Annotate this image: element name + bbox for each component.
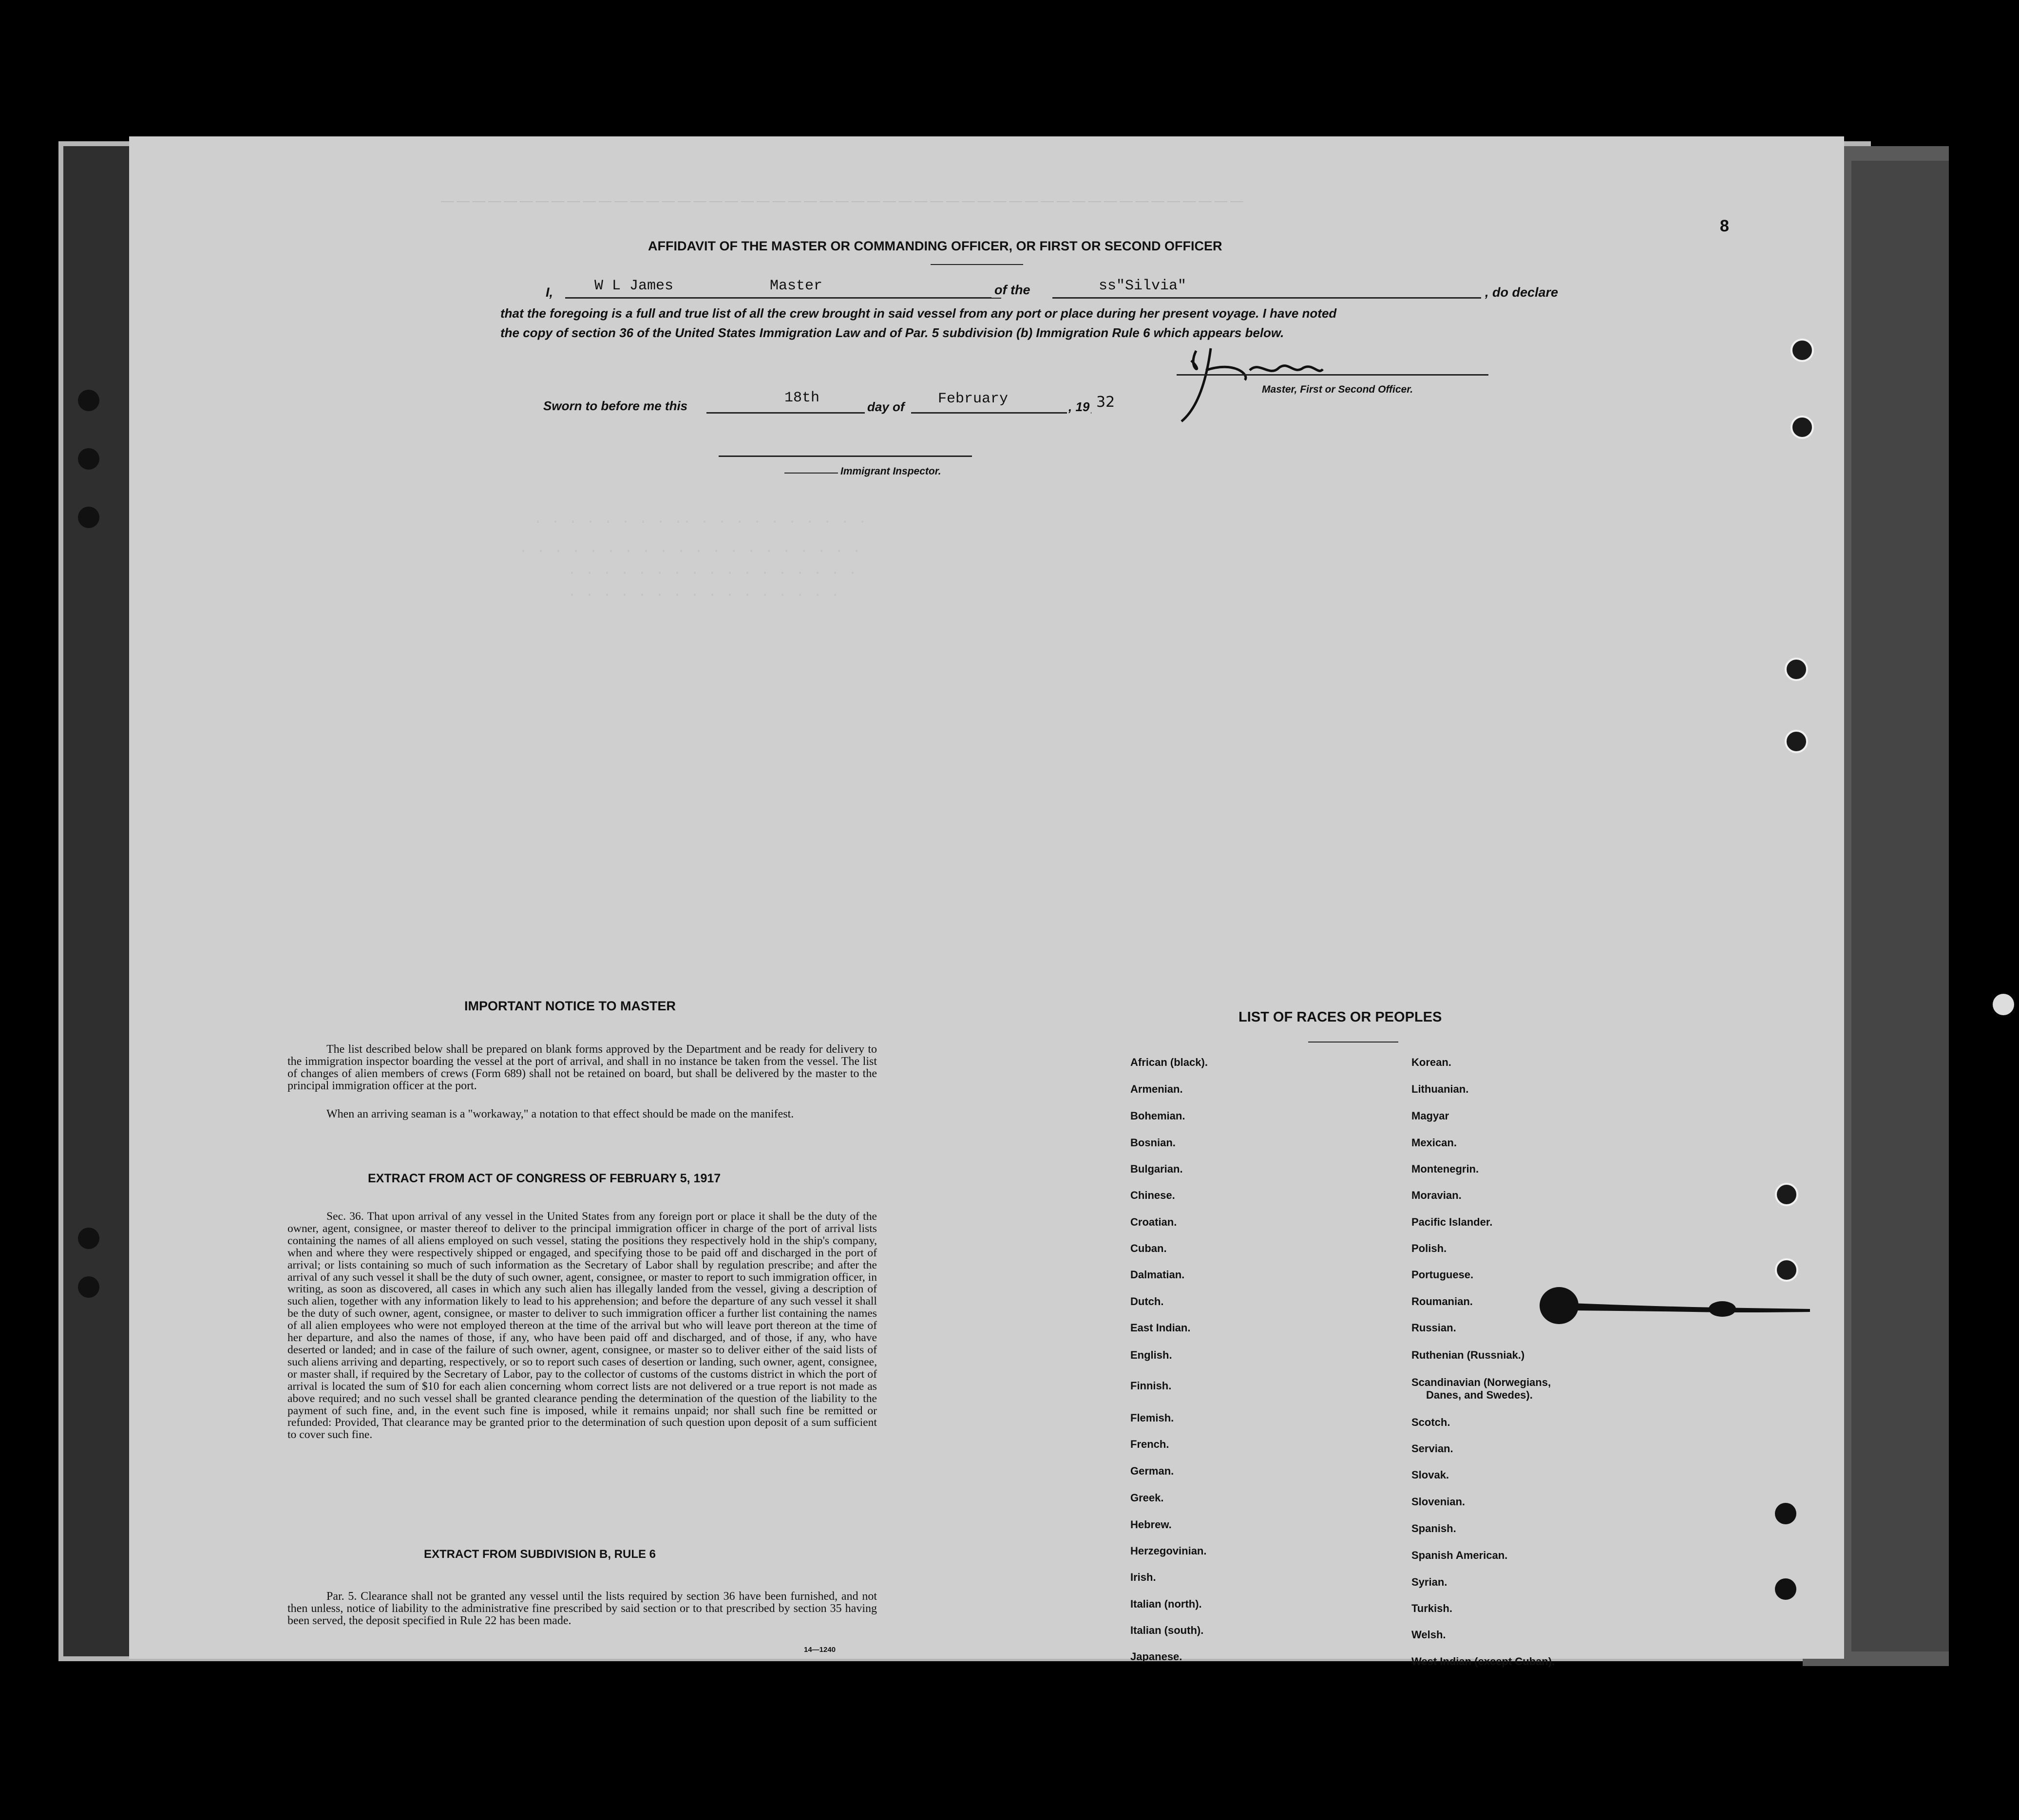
- punch-hole: [78, 1228, 99, 1249]
- extract2-body: Par. 5. Clearance shall not be granted any vessel until the lists required by section 36 have been furnished, and not then unless, notice of liability to the administrative fine prescribed by said section or to that prescribed by section 35 having been served, the deposit specified in Rule 22 has been made.: [287, 1590, 877, 1627]
- binder-ring: [1785, 658, 1808, 681]
- race-item: Greek.: [1130, 1492, 1164, 1504]
- extract1-title: EXTRACT FROM ACT OF CONGRESS OF FEBRUARY 5, 1917: [368, 1172, 721, 1185]
- master-name: W L James: [594, 278, 674, 294]
- i-label: I,: [546, 285, 553, 300]
- race-item: Magyar: [1411, 1110, 1449, 1122]
- inspector-caption: Immigrant Inspector.: [840, 466, 941, 477]
- race-item: Spanish American.: [1411, 1549, 1508, 1561]
- left-binding-edge: [63, 146, 132, 1656]
- signature-caption: Master, First or Second Officer.: [1262, 384, 1413, 395]
- race-item: German.: [1130, 1465, 1174, 1477]
- race-item: Ruthenian (Russniak.): [1411, 1349, 1525, 1361]
- races-title: LIST OF RACES OR PEOPLES: [1238, 1009, 1442, 1025]
- race-item: Moravian.: [1411, 1189, 1462, 1201]
- inspector-signature-line: [719, 455, 972, 457]
- bleed-through-header: ‾‾‾‾‾‾‾‾‾‾‾‾‾‾‾‾‾‾‾‾‾‾‾‾‾‾‾‾‾‾‾‾‾‾‾‾‾‾‾‾‾‾‾‾‾‾‾‾‾‾‾: [441, 200, 1246, 224]
- affidavit-body-line2: the copy of section 36 of the United States Immigration Law and of Par. 5 subdivision (b) Immigration Rule 6 which appears below.: [500, 325, 1284, 340]
- race-item: Turkish.: [1411, 1602, 1452, 1614]
- bleed-row: · · · · · · · · · · · · · · · · · · · ·: [519, 543, 861, 560]
- page-mark: 8: [1720, 217, 1729, 235]
- extract2-title: EXTRACT FROM SUBDIVISION B, RULE 6: [424, 1548, 656, 1561]
- race-item: Irish.: [1130, 1571, 1156, 1583]
- race-item: Mexican.: [1411, 1137, 1457, 1149]
- race-item: Cuban.: [1130, 1242, 1167, 1254]
- race-item: Bulgarian.: [1130, 1163, 1183, 1175]
- race-item: Spanish.: [1411, 1522, 1456, 1535]
- race-item: Armenian.: [1130, 1083, 1183, 1095]
- vessel-line: [1052, 297, 1481, 299]
- binder-ring: [1775, 1183, 1798, 1206]
- form-number: 14—1240: [804, 1646, 836, 1654]
- race-item: Welsh.: [1411, 1629, 1446, 1641]
- race-item: Scotch.: [1411, 1416, 1450, 1428]
- race-item: Flemish.: [1130, 1412, 1174, 1424]
- race-item: Italian (north).: [1130, 1598, 1202, 1610]
- race-item: Polish.: [1411, 1242, 1447, 1254]
- year-suffix-handwritten: 32: [1096, 394, 1115, 411]
- race-item: Japanese.: [1130, 1650, 1182, 1663]
- race-item: Dutch.: [1130, 1295, 1164, 1308]
- punch-hole: [1775, 1578, 1796, 1600]
- punch-hole: [78, 448, 99, 470]
- race-item: Croatian.: [1130, 1216, 1177, 1228]
- notice-para1: The list described below shall be prepared on blank forms approved by the Department and be ready for delivery to the immigration inspector boarding the vessel at the port of arrival, and shall in no instance be taken from the vessel. The list of changes of alien members of crews (Form 689) shall not be retained on board, but shall be delivered by the master to the principal immigration officer at the port.: [287, 1043, 877, 1092]
- ink-smear: [1537, 1284, 1815, 1327]
- race-item: Portuguese.: [1411, 1269, 1474, 1281]
- race-item: Italian (south).: [1130, 1624, 1204, 1636]
- back-sheet-shadow: [1851, 161, 1949, 1651]
- inspector-lead-line: [784, 473, 838, 474]
- race-item: Servian.: [1411, 1442, 1453, 1455]
- race-item: Russian.: [1411, 1322, 1456, 1334]
- race-item: English.: [1130, 1349, 1172, 1361]
- race-item: Montenegrin.: [1411, 1163, 1479, 1175]
- races-rule: [1308, 1042, 1398, 1043]
- race-item: Lithuanian.: [1411, 1083, 1469, 1095]
- race-item: Pacific Islander.: [1411, 1216, 1493, 1228]
- race-item: Hebrew.: [1130, 1518, 1172, 1531]
- race-item: Finnish.: [1130, 1380, 1172, 1392]
- bleed-row: · · · · · · · · · · · · · · · ·: [568, 587, 840, 604]
- day-of-label: day of: [865, 399, 907, 415]
- bleed-row: · · · · · · · · ·· · · · · · · · · · ·: [533, 514, 867, 531]
- edge-dot: [1993, 994, 2014, 1015]
- race-item: West Indian (except Cuban).: [1411, 1655, 1555, 1668]
- name-line: [565, 297, 1001, 299]
- race-item: Slovak.: [1411, 1469, 1449, 1481]
- affidavit-page: [129, 136, 1844, 1668]
- race-item: French.: [1130, 1438, 1169, 1450]
- title-rule: [931, 264, 1023, 265]
- binder-ring: [1785, 730, 1808, 753]
- race-item: Bosnian.: [1130, 1137, 1176, 1149]
- race-item: Syrian.: [1411, 1576, 1448, 1588]
- signature-line: [1177, 374, 1488, 376]
- sworn-day-line: [706, 412, 872, 414]
- do-declare-label: , do declare: [1485, 285, 1559, 300]
- affidavit-title: AFFIDAVIT OF THE MASTER OR COMMANDING OFFICER, OR FIRST OR SECOND OFFICER: [648, 239, 1222, 253]
- binder-ring: [1790, 416, 1814, 439]
- race-item: Dalmatian.: [1130, 1269, 1185, 1281]
- sworn-day: 18th: [784, 390, 820, 406]
- race-item: Chinese.: [1130, 1189, 1175, 1201]
- bleed-row: · · · · · · · · · · · · · · · · ·: [568, 565, 857, 582]
- punch-hole: [78, 507, 99, 528]
- punch-hole: [78, 1276, 99, 1298]
- race-item: Bohemian.: [1130, 1110, 1185, 1122]
- race-item: Scandinavian (Norwegians,: [1411, 1376, 1551, 1388]
- affidavit-body-line1: that the foregoing is a full and true list of all the crew brought in said vessel from any port or place during her present voyage. I have noted: [500, 306, 1337, 321]
- sworn-month: February: [938, 391, 1009, 407]
- race-item: Roumanian.: [1411, 1295, 1473, 1308]
- of-the-label: of the: [991, 283, 1033, 298]
- notice-title: IMPORTANT NOTICE TO MASTER: [464, 999, 676, 1013]
- race-item: Danes, and Swedes).: [1426, 1389, 1533, 1401]
- race-item: African (black).: [1130, 1056, 1208, 1068]
- punch-hole: [78, 390, 99, 411]
- race-item: Herzegovinian.: [1130, 1545, 1207, 1557]
- race-item: Korean.: [1411, 1056, 1451, 1068]
- race-item: Slovenian.: [1411, 1496, 1466, 1508]
- binder-ring: [1790, 339, 1814, 362]
- master-rank: Master: [770, 278, 823, 294]
- binder-ring: [1775, 1258, 1798, 1282]
- punch-hole: [1775, 1503, 1796, 1524]
- sworn-month-line: [911, 412, 1091, 414]
- race-item: East Indian.: [1130, 1322, 1191, 1334]
- year-prefix: , 19: [1067, 399, 1091, 415]
- notice-para2: When an arriving seaman is a "workaway," a notation to that effect should be made on the manifest.: [326, 1108, 794, 1120]
- vessel-name: ss"Silvia": [1099, 278, 1187, 294]
- master-signature: [1177, 341, 1508, 424]
- sworn-label: Sworn to before me this: [543, 398, 688, 413]
- extract1-body: Sec. 36. That upon arrival of any vessel in the United States from any foreign port or place it shall be the duty of the owner, agent, consignee, or master thereof to deliver to the principal immigration officer in charge of the port of arrival lists containing the names of all aliens employed on such vessel, stating the positions they respectively hold in the ship's company, when and where they were respectively shipped or engaged, and specifying those to be paid off and discharged in the port of arrival; or lists containing so much of such information as the Secretary of Labor shall by regulation prescribe; and after the arrival of any such vessel it shall be the duty of such owner, agent, consignee, or master to report to such immigration officer, in writing, as soon as discovered, all cases in which any such alien has illegally landed from the vessel, giving a description of such alien, together with any information likely to lead to his apprehension; and before the departure of any such vessel it shall be the duty of such owner, agent, consignee, or master to deliver to such immigration officer a further list containing the names of all alien employees who were not employed thereon at the time of the arrival but who will leave port thereon at the time of her departure, and also the names of those, if any, who have been paid off and discharged, and of those, if any, who have deserted or landed; and in case of the failure of such owner, agent, consignee, or master so to deliver either of the said lists of such aliens arriving and departing, respectively, or so to report such cases of desertion or landing, such owner, agent, consignee, or master shall, if required by the Secretary of Labor, pay to the collector of customs of the customs district in which the port of arrival is located the sum of $10 for each alien concerning whom correct lists are not delivered or a true report is not made as above required; and no such vessel shall be granted clearance pending the determination of the question of the liability to the payment of such fine, and, in the event such fine is imposed, while it remains unpaid; nor shall such fine be remitted or refunded: Provided, That clearance may be granted prior to the determination of such question upon deposit of a sum sufficient to cover such fine.: [287, 1210, 877, 1441]
